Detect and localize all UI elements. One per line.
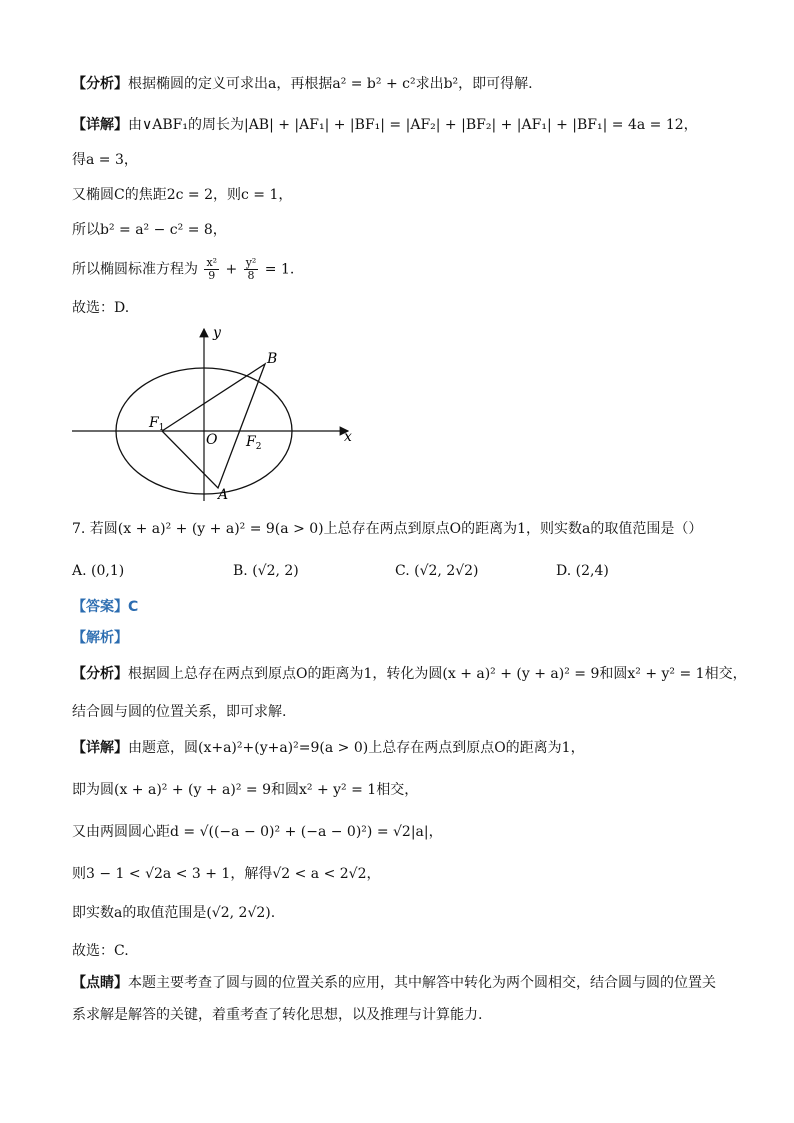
detail-line-4: 所以b² = a² − c² = 8， bbox=[72, 222, 227, 238]
label-A: A bbox=[218, 487, 229, 503]
detail2-line-4: 则3 − 1 < √2a < 3 + 1，解得√2 < a < 2√2， bbox=[72, 866, 381, 882]
option-D: D. (2,4) bbox=[556, 563, 609, 579]
option-A: A. (0,1) bbox=[72, 563, 125, 579]
detail-line-5 bbox=[72, 257, 294, 282]
detail-paragraph-1 bbox=[72, 115, 698, 135]
analysis-text: 根据椭圆的定义可求出a，再根据a² = b² + c²求出b²，即可得解. bbox=[128, 76, 533, 92]
detail-label: 【详解】 bbox=[72, 117, 128, 133]
option-C: C. (√2, 2√2) bbox=[395, 563, 479, 579]
label-origin: O bbox=[206, 432, 218, 448]
choice-line-2: 故选：C. bbox=[72, 943, 129, 959]
answer-label: 【答案】C bbox=[72, 599, 139, 615]
detail2-line-5: 即实数a的取值范围是(√2, 2√2). bbox=[72, 905, 276, 921]
label-F1: $F_1$ bbox=[149, 415, 165, 433]
analysis-label: 【分析】 bbox=[72, 76, 128, 92]
detail2-line-2: 即为圆(x + a)² + (y + a)² = 9和圆x² + y² = 1相交， bbox=[72, 782, 419, 798]
triangle-ABF1 bbox=[162, 364, 265, 488]
detail-line-3: 又椭圆C的焦距2c = 2，则c = 1， bbox=[72, 187, 293, 203]
label-B: B bbox=[267, 351, 278, 367]
comment-line-1: 本题主要考查了圆与圆的位置关系的应用，其中解答中转化为两个圆相交，结合圆与圆的位置关 bbox=[128, 975, 716, 991]
detail-line-5-suffix: = 1. bbox=[264, 261, 295, 278]
detail-line-5-prefix: 所以椭圆标准方程为 bbox=[72, 261, 198, 278]
plus-sign: + bbox=[225, 261, 238, 278]
explain-label: 【解析】 bbox=[72, 630, 128, 646]
comment-paragraph bbox=[72, 973, 716, 993]
label-F2: $F_2$ bbox=[246, 434, 262, 452]
question-7-stem: 7. 若圆(x + a)² + (y + a)² = 9(a > 0)上总存在两点到原点O的距离为1，则实数a的取值范围是（） bbox=[72, 521, 703, 537]
choice-line-1: 故选：D. bbox=[72, 300, 130, 316]
frac2-denominator: 8 bbox=[247, 269, 255, 282]
analysis-paragraph-1 bbox=[72, 74, 533, 94]
comment-line-2: 系求解是解答的关键，着重考查了转化思想，以及推理与计算能力. bbox=[72, 1007, 483, 1023]
detail-label-2: 【详解】 bbox=[72, 740, 128, 756]
fraction-y-over-8 bbox=[244, 257, 259, 282]
detail2-line-3: 又由两圆圆心距d = √((−a − 0)² + (−a − 0)²) = √2|a|， bbox=[72, 824, 443, 840]
analysis-label-2: 【分析】 bbox=[72, 666, 128, 682]
frac1-numerator: x² bbox=[206, 256, 218, 269]
analysis-paragraph-2 bbox=[72, 664, 747, 684]
fraction-x-over-9 bbox=[204, 257, 219, 282]
label-x: x bbox=[344, 429, 352, 445]
analysis-line-1: 根据圆上总存在两点到原点O的距离为1，转化为圆(x + a)² + (y + a)² = 9和圆x² + y² = 1相交， bbox=[128, 666, 747, 682]
detail-paragraph-2 bbox=[72, 738, 585, 758]
option-B: B. (√2, 2) bbox=[233, 563, 299, 579]
comment-label: 【点睛】 bbox=[72, 975, 128, 991]
ellipse-diagram bbox=[68, 323, 358, 503]
analysis-line-2: 结合圆与圆的位置关系，即可求解. bbox=[72, 704, 287, 720]
detail-line-2: 得a = 3， bbox=[72, 152, 138, 168]
detail2-line-1: 由题意，圆(x+a)²+(y+a)²=9(a > 0)上总存在两点到原点O的距离为1， bbox=[128, 740, 585, 756]
frac1-denominator: 9 bbox=[208, 269, 216, 282]
label-y: y bbox=[213, 325, 221, 341]
detail-line-1: 由∨ABF₁的周长为|AB| + |AF₁| + |BF₁| = |AF₂| + |BF₂| + |AF₁| + |BF₁| = 4a = 12， bbox=[128, 117, 698, 133]
frac2-numerator: y² bbox=[245, 256, 257, 269]
